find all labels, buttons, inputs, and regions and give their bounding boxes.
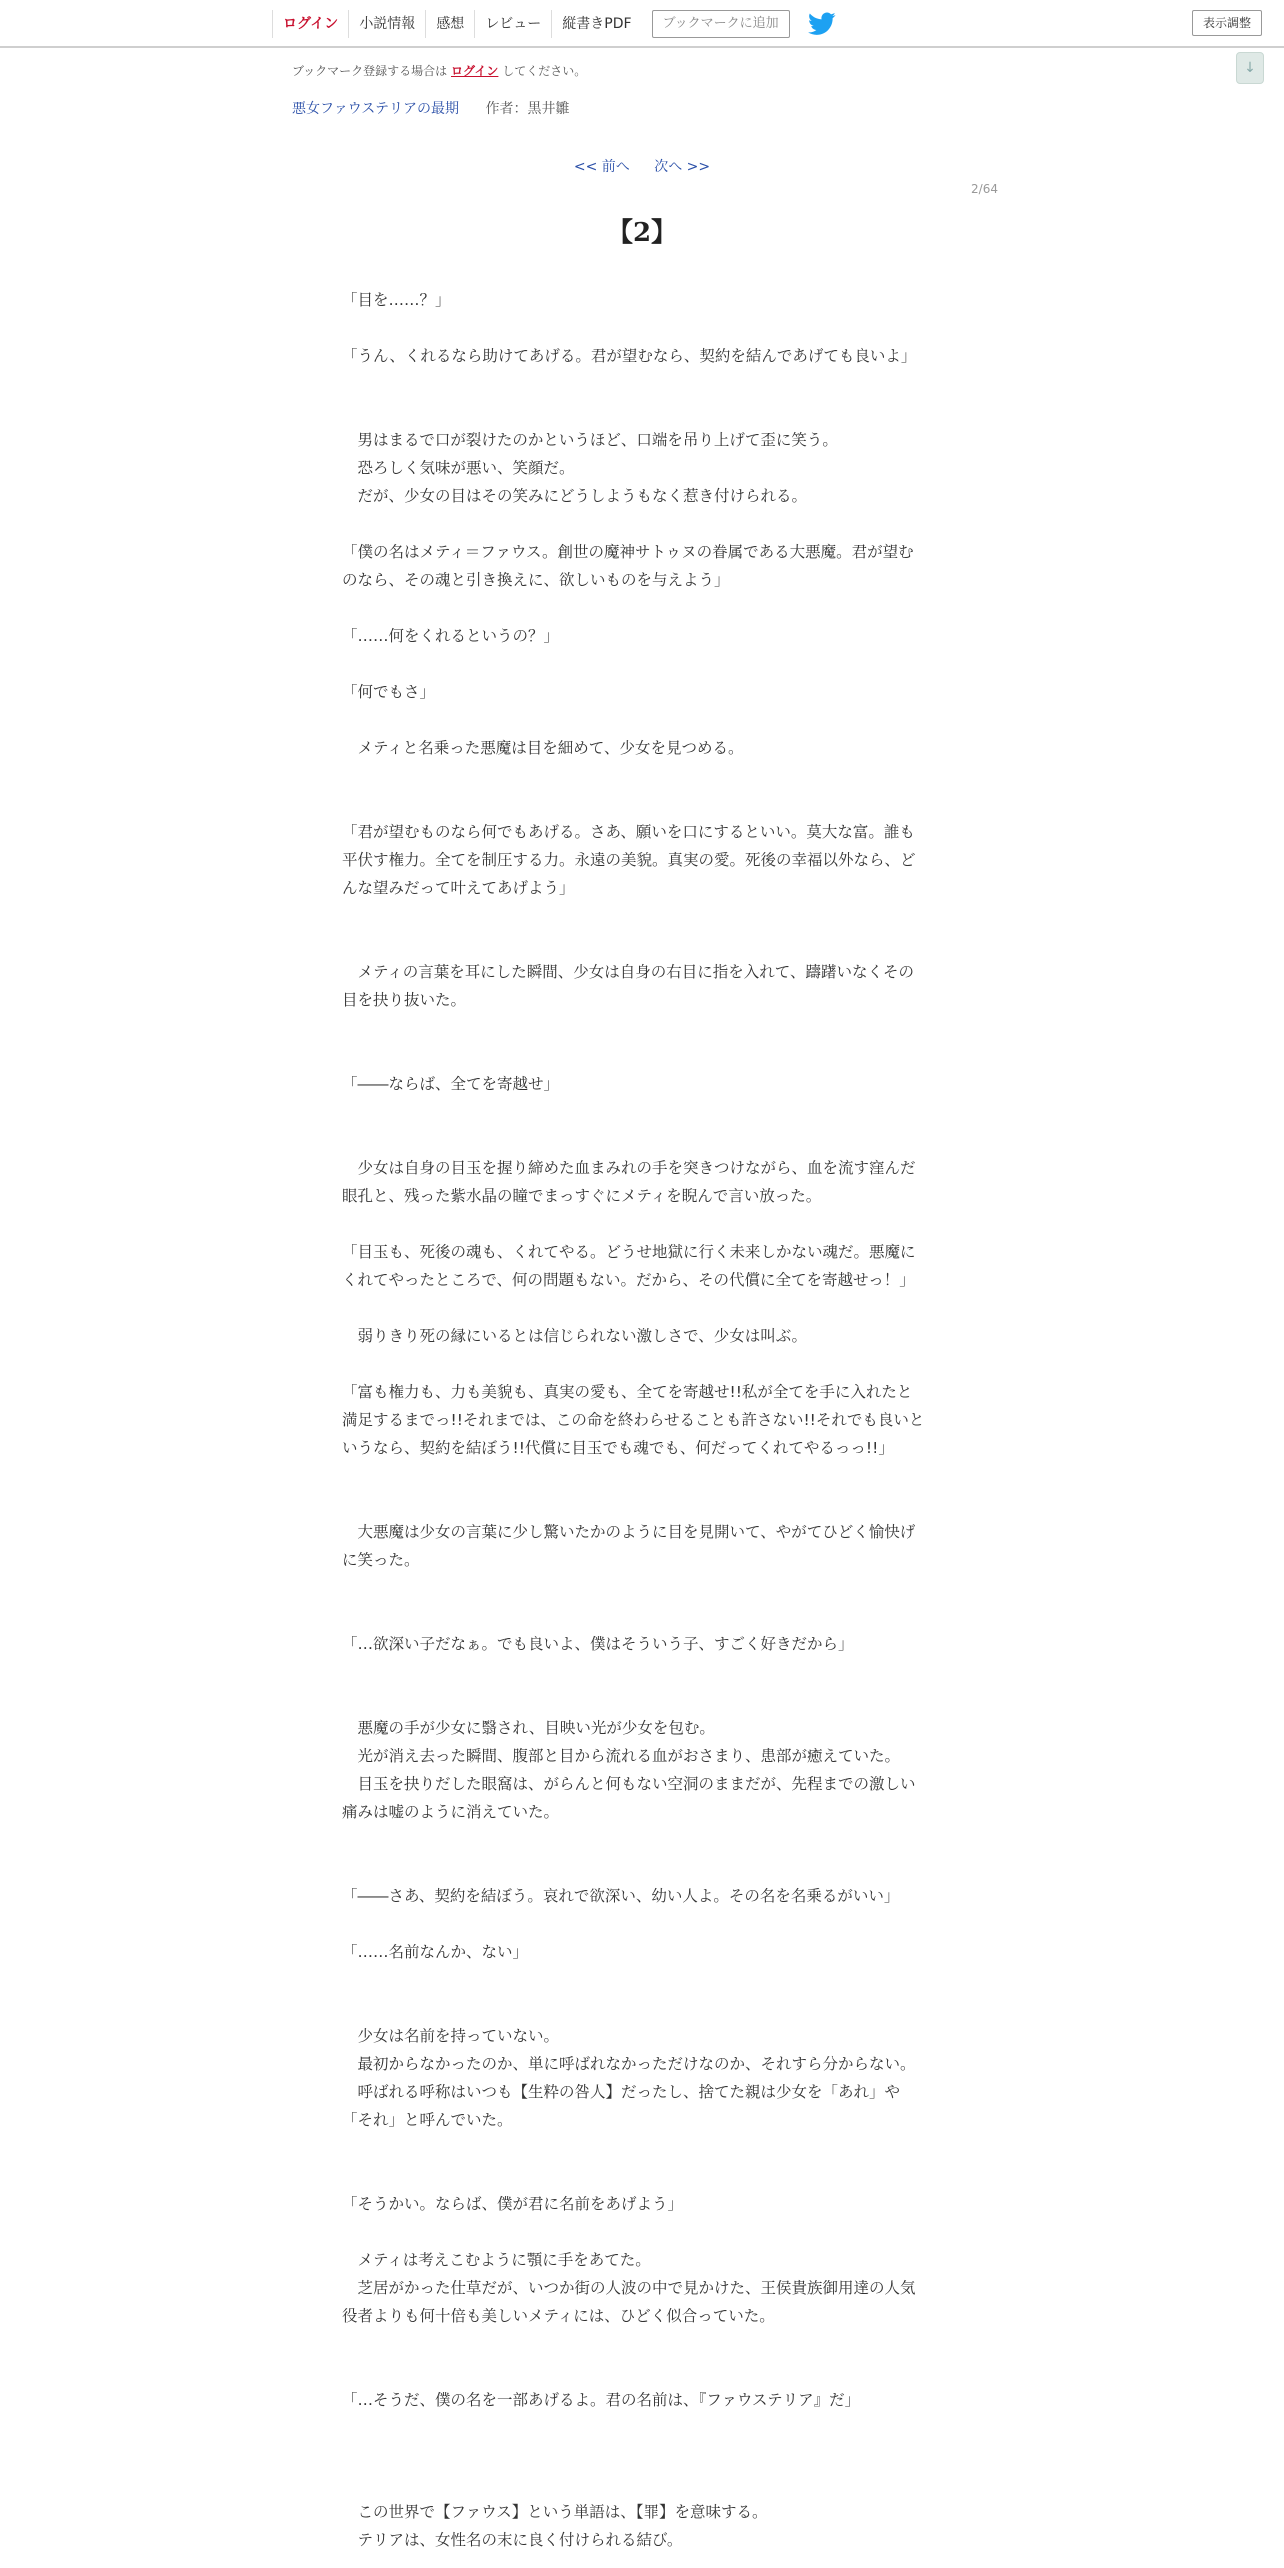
nav-review[interactable]: レビュー: [474, 10, 551, 38]
text-line: 悪魔の手が少女に翳され、目映い光が少女を包む。: [342, 1719, 715, 1737]
text-line: 芝居がかった仕草だが、いつか街の人波の中で見かけた、王侯貴族御用達の人気: [342, 2279, 916, 2297]
text-line: 「目を……？」: [342, 291, 451, 309]
text-line: テリアは、女性名の末に良く付けられる結び。: [342, 2531, 683, 2549]
text-line: メティと名乗った悪魔は目を細めて、少女を見つめる。: [342, 739, 744, 757]
text-line: 少女は自身の目玉を握り締めた血まみれの手を突きつけながら、血を流す窪んだ: [342, 1159, 916, 1177]
top-bar: [0, 0, 1284, 48]
twitter-icon[interactable]: [808, 12, 836, 36]
text-line: 大悪魔は少女の言葉に少し驚いたかのように目を見開いて、やがてひどく愉快げ: [342, 1523, 916, 1541]
text-line: 「――さあ、契約を結ぼう。哀れで欲深い、幼い人よ。その名を名乗るがいい」: [342, 1887, 900, 1905]
bookmark-notice: [292, 62, 586, 79]
text-line: 「うん、くれるなら助けてあげる。君が望むなら、契約を結んであげても良いよ」: [342, 347, 917, 365]
text-line: 弱りきり死の縁にいるとは信じられない激しさで、少女は叫ぶ。: [342, 1327, 808, 1345]
text-line: この世界で【ファウス】という単語は、【罪】を意味する。: [342, 2503, 768, 2521]
text-line: 恐ろしく気味が悪い、笑顔だ。: [342, 459, 575, 477]
text-line: 呼ばれる呼称はいつも【生粋の咎人】だったし、捨てた親は少女を「あれ」や: [342, 2083, 901, 2101]
text-line: 「そうかい。ならば、僕が君に名前をあげよう」: [342, 2195, 684, 2213]
text-line: んな望みだって叶えてあげよう」: [342, 879, 575, 897]
display-settings-button[interactable]: 表示調整: [1192, 10, 1262, 36]
text-line: 「富も権力も、力も美貌も、真実の愛も、全てを寄越せ!!私が全てを手に入れたと: [342, 1383, 913, 1401]
bookmark-notice-suffix: してください。: [502, 64, 587, 78]
text-line: だが、少女の目はその笑みにどうしようもなく惹き付けられる。: [342, 487, 808, 505]
text-line: 役者よりも何十倍も美しいメティには、ひどく似合っていた。: [342, 2307, 775, 2325]
text-line: 平伏す権力。全てを制圧する力。永遠の美貌。真実の愛。死後の幸福以外なら、ど: [342, 851, 916, 869]
novel-info-line: [292, 98, 569, 118]
text-line: 満足するまでっ!!それまでは、この命を終わらせることも許さない!!それでも良いと: [342, 1411, 925, 1429]
text-line: 光が消え去った瞬間、腹部と目から流れる血がおさまり、患部が癒えていた。: [342, 1747, 901, 1765]
pager: [0, 156, 1284, 176]
text-line: 「――ならば、全てを寄越せ」: [342, 1075, 560, 1093]
chapter-title: 【2】: [606, 218, 678, 248]
text-line: 「……何をくれるというの？」: [342, 627, 560, 645]
nav-login[interactable]: ログイン: [272, 10, 348, 38]
text-line: メティは考えこむように顎に手をあてた。: [342, 2251, 651, 2269]
text-line: メティの言葉を耳にした瞬間、少女は自身の右目に指を入れて、躊躇いなくその: [342, 963, 914, 981]
text-line: に笑った。: [342, 1551, 420, 1569]
text-line: 最初からなかったのか、単に呼ばれなかっただけなのか、それすら分からない。: [342, 2055, 916, 2073]
text-line: 「何でもさ」: [342, 683, 436, 701]
text-line: くれてやったところで、何の問題もない。だから、その代償に全てを寄越せっ！」: [342, 1271, 915, 1289]
text-line: 「それ」と呼んでいた。: [342, 2111, 513, 2129]
text-line: 眼孔と、残った紫水晶の瞳でまっすぐにメティを睨んで言い放った。: [342, 1187, 822, 1205]
text-line: 「目玉も、死後の魂も、くれてやる。どうせ地獄に行く未来しかない魂だ。悪魔に: [342, 1243, 916, 1261]
nav-impressions[interactable]: 感想: [425, 10, 474, 38]
nav-vertical-pdf[interactable]: 縦書きPDF: [551, 10, 641, 38]
top-nav: [272, 10, 836, 38]
prev-page-link[interactable]: << 前へ: [573, 159, 630, 175]
page-count: 2/64: [971, 182, 998, 196]
text-line: いうなら、契約を結ぼう!!代償に目玉でも魂でも、何だってくれてやるっっ!!」: [342, 1439, 894, 1457]
login-link[interactable]: ログイン: [451, 64, 499, 78]
next-page-link[interactable]: 次へ >>: [654, 159, 711, 175]
text-line: 目を抉り抜いた。: [342, 991, 467, 1009]
text-line: 少女は名前を持っていない。: [342, 2027, 560, 2045]
text-line: 「…欲深い子だなぁ。でも良いよ、僕はそういう子、すごく好きだから」: [342, 1635, 854, 1653]
text-line: 痛みは嘘のように消えていた。: [342, 1803, 560, 1821]
text-line: 「僕の名はメティ＝ファウス。創世の魔神サトゥヌの眷属である大悪魔。君が望む: [342, 543, 914, 561]
author-name: 作者：黒井雛: [485, 101, 570, 117]
text-line: のなら、その魂と引き換えに、欲しいものを与えよう」: [342, 571, 730, 589]
text-line: 「君が望むものなら何でもあげる。さあ、願いを口にするといい。莫大な富。誰も: [342, 823, 915, 841]
text-line: 「……名前なんか、ない」: [342, 1943, 529, 1961]
text-line: 「…そうだ、僕の名を一部あげるよ。君の名前は、『ファウステリア』だ」: [342, 2391, 861, 2409]
text-line: 男はまるで口が裂けたのかというほど、口端を吊り上げて歪に笑う。: [342, 431, 838, 449]
text-line: 目玉を抉りだした眼窩は、がらんと何もない空洞のままだが、先程までの激しい: [342, 1775, 916, 1793]
novel-title-link[interactable]: 悪女ファウステリアの最期: [292, 101, 460, 117]
bookmark-notice-prefix: ブックマーク登録する場合は: [292, 64, 448, 78]
add-bookmark-button[interactable]: ブックマークに追加: [652, 10, 790, 38]
nav-novel-info[interactable]: 小説情報: [348, 10, 425, 38]
scroll-down-button[interactable]: ↓: [1236, 52, 1264, 84]
